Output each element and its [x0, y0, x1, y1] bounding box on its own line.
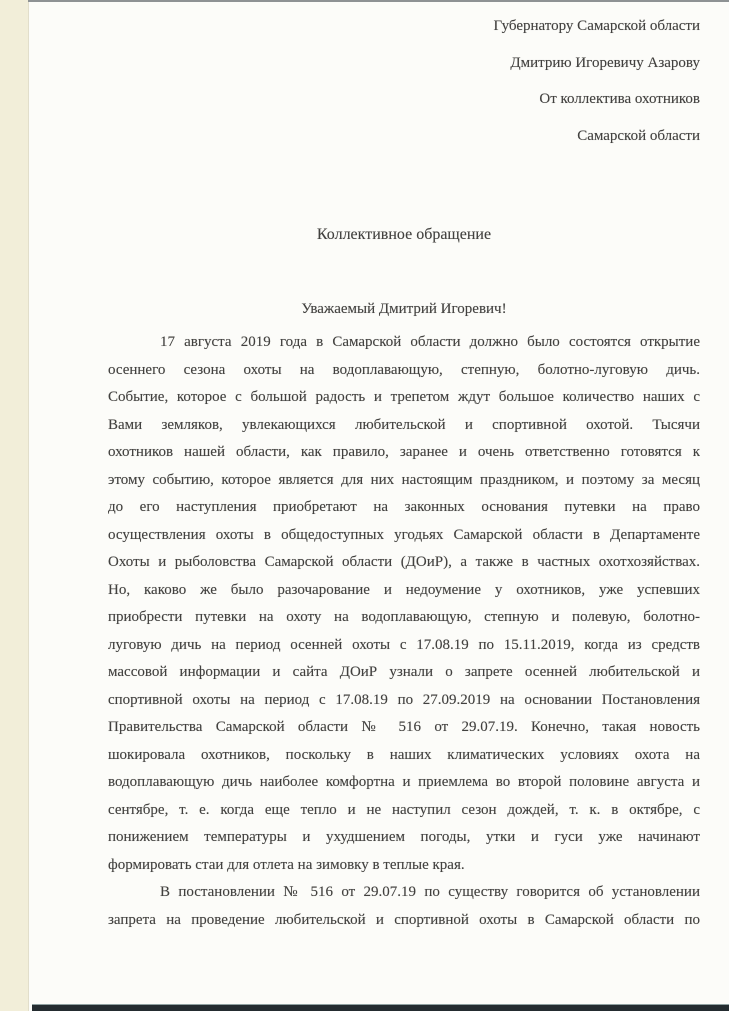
addressee-line: Дмитрию Игоревичу Азарову — [510, 54, 700, 71]
text-line: формировать стаи для отлета на зимовку в теплые края. — [108, 856, 465, 873]
text-line: луговую дичь на период осенней охоты с 17.08.19 по 15.11.2019, когда из средств — [108, 636, 700, 653]
text-line: водоплавающую дичь наиболее комфортна и приемлема во второй половине августа и — [108, 774, 700, 790]
text-line: Правительства Самарской области № 516 от 29.07.19. Конечно, такая новость — [108, 719, 700, 735]
text-line: шокировала охотников, поскольку в наших климатических условиях охота на — [108, 746, 700, 763]
text-line: В постановлении № 516 от 29.07.19 по существу говорится об установлении — [160, 884, 700, 900]
scan-edge-top-line — [28, 0, 729, 2]
text-line: осуществления охоты в общедоступных угодьях Самарской области в Департаменте — [108, 526, 700, 543]
text-line: до его наступления приобретают на законных основания путевки на право — [108, 499, 700, 515]
text-line: запрета на проведение любительской и спортивной охоты в Самарской области по — [108, 911, 700, 928]
paragraph-1 — [108, 329, 700, 879]
text-line: спортивной охоты на период с 17.08.19 по 27.09.2019 на основании Постановления — [108, 691, 700, 708]
addressee-block — [108, 8, 700, 154]
text-line: массовой информации и сайта ДОиР узнали о запрете осенней любительской и — [108, 664, 700, 680]
document-title: Коллективное обращение — [316, 226, 492, 243]
text-line: Вами земляков, увлекающихся любительской и спортивной охотой. Тысячи — [108, 416, 700, 433]
text-line: понижением температуры и ухудшением погоды, утки и гуси уже начинают — [108, 829, 700, 845]
scan-edge-left-band — [0, 0, 29, 1011]
text-line: сентябре, т. е. когда еще тепло и не наступил сезон дождей, т. к. в октябре, с — [108, 801, 700, 818]
text-line: Но, каково же было разочарование и недоумение у охотников, уже успевших — [108, 581, 700, 598]
scan-edge-bottom-band — [32, 1005, 729, 1011]
text-line: Событие, которое с большой радость и трепетом ждут большое количество наших с — [108, 389, 700, 405]
text-line: этому событию, которое является для них настоящим праздником, и поэтому за месяц — [108, 471, 700, 488]
addressee-line: Самарской области — [577, 127, 700, 144]
addressee-line: Губернатору Самарской области — [493, 18, 700, 34]
text-line: приобрести путевки на охоту на водоплавающую, степную и полевую, болотно- — [108, 609, 700, 625]
text-line: охотников нашей области, как правило, заранее и очень ответственно готовятся к — [108, 444, 700, 460]
text-line: 17 августа 2019 года в Самарской области должно было состоятся открытие — [160, 334, 700, 350]
paragraph-2 — [108, 879, 700, 934]
text-line: осеннего сезона охоты на водоплавающую, степную, болотно-луговую дичь. — [108, 361, 700, 378]
text-line: Охоты и рыболовства Самарской области (ДОиР), а также в частных охотхозяйствах. — [108, 554, 700, 570]
addressee-line: От коллектива охотников — [539, 91, 700, 107]
salutation: Уважаемый Дмитрий Игоревич! — [301, 301, 507, 317]
